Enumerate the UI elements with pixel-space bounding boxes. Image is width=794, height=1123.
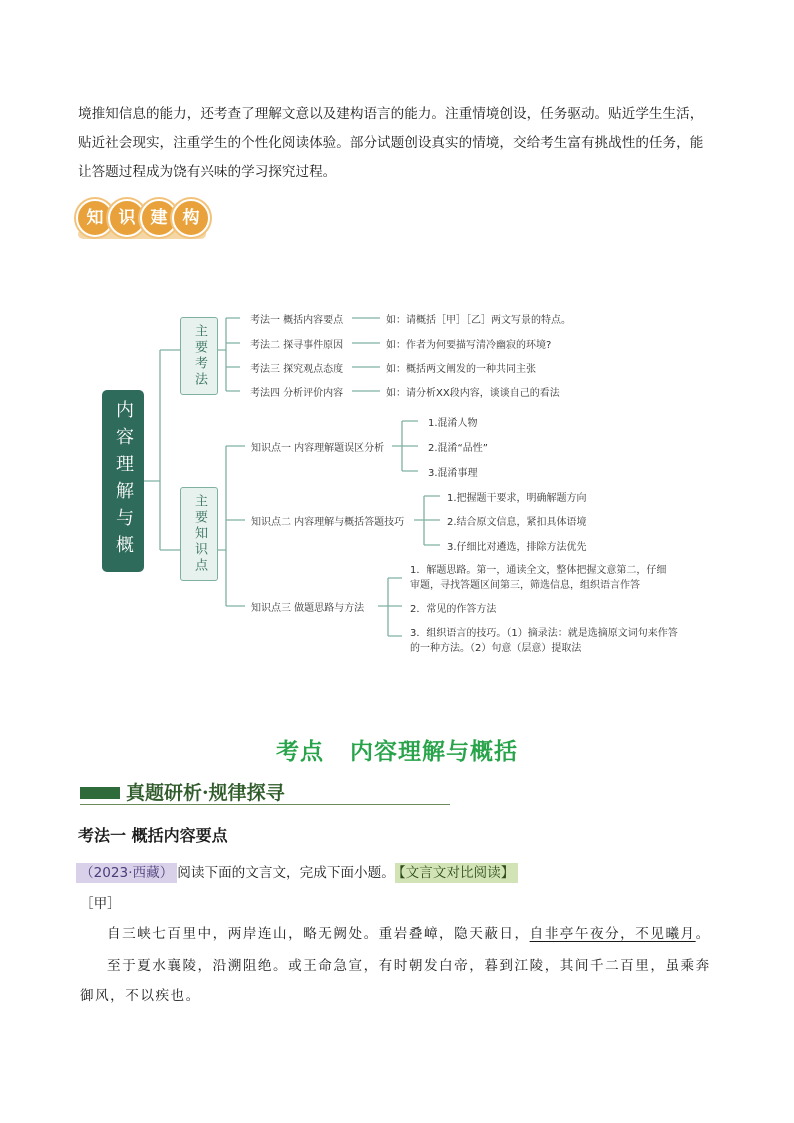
- badge-char: 识: [108, 199, 146, 237]
- section-bar-text: 真题研析·规律探寻: [126, 782, 285, 804]
- passage-paragraph-2: [80, 951, 720, 1011]
- intro-line: 贴近社会现实，注重学生的个性化阅读体验。部分试题创设真实的情境，交给考生富有挑战性的任务，能: [78, 135, 704, 151]
- point-label: 知识点三 做题思路与方法: [251, 603, 365, 614]
- method-label: 考法四 分析评价内容: [250, 388, 344, 399]
- intro-line: 让答题过程成为饶有兴味的学习探究过程。: [78, 164, 337, 180]
- method-example: 如：概括两文阐发的一种共同主张: [386, 364, 536, 375]
- passage-paragraph-1: [80, 919, 720, 949]
- point-label: 知识点二 内容理解与概括答题技巧: [251, 517, 405, 528]
- year-tag: （2023·西藏）: [76, 863, 177, 883]
- underlined-sentence: 自非亭午夜分，不见曦月: [529, 926, 696, 942]
- point-item: 2.结合原文信息，紧扣具体语境: [447, 517, 587, 528]
- method-heading: 考法一 概括内容要点: [78, 826, 228, 845]
- question-text: 阅读下面的文言文，完成下面小题。: [177, 865, 395, 881]
- point-item: 3.混淆事理: [428, 468, 478, 479]
- point-item: 3.仔细比对遴选，排除方法优先: [447, 542, 587, 553]
- intro-paragraph: [78, 100, 726, 187]
- section-title: [0, 733, 794, 766]
- section-bar-rule: [80, 804, 450, 805]
- branch-main-methods: 主要考法: [180, 317, 218, 395]
- question-line: [76, 861, 518, 881]
- point-item: 3．组织语言的技巧。（1）摘录法：就是选摘原文词句来作答的一种方法。（2）句意（层意）提取法: [410, 628, 678, 654]
- point-label: 知识点一 内容理解题误区分析: [251, 443, 385, 454]
- point-item: 1.把握题干要求，明确解题方向: [447, 493, 587, 504]
- passage-text: 。: [695, 926, 711, 942]
- mind-map: [0, 300, 794, 660]
- mind-map-root: 内容理解与概括: [102, 390, 144, 572]
- method-label: 考法三 探究观点态度: [250, 364, 344, 375]
- method-label: 考法二 探寻事件原因: [250, 340, 344, 351]
- point-item: 1.混淆人物: [428, 418, 478, 429]
- passage-text: 自三峡七百里中，两岸连山，略无阙处。重岩叠嶂，隐天蔽日，: [107, 926, 530, 942]
- section-title-topic: 内容理解与概括: [350, 739, 518, 765]
- section-bar: [80, 778, 450, 806]
- method-example: 如：作者为何要描写清冷幽寂的环境?: [386, 340, 552, 351]
- knowledge-build-badge: [76, 199, 208, 239]
- badge-char: 构: [172, 199, 210, 237]
- intro-line: 境推知信息的能力，还考查了理解文意以及建构语言的能力。注重情境创设，任务驱动。贴近学生生活，: [78, 106, 704, 122]
- method-example: 如：请分析XX段内容，谈谈自己的看法: [386, 388, 560, 399]
- section-bar-block: [80, 787, 120, 799]
- method-label: 考法一 概括内容要点: [250, 315, 344, 326]
- badge-char: 建: [140, 199, 178, 237]
- passage-text: 至于夏水襄陵，沿溯阻绝。或王命急宣，有时朝发白帝，暮到江陵，其间千二百里，虽乘奔御风，不以疾也。: [80, 958, 711, 1004]
- method-example: 如：请概括［甲］［乙］两文写景的特点。: [386, 315, 571, 326]
- point-item: 2．常见的作答方法: [410, 604, 497, 615]
- type-tag: 【文言文对比阅读】: [395, 863, 519, 883]
- point-item: 2.混淆“品性”: [428, 443, 488, 454]
- passage-label: ［甲］: [80, 896, 121, 912]
- section-title-label: 考点: [276, 739, 324, 765]
- badge-char: 知: [76, 199, 114, 237]
- branch-main-knowledge-points: 主要知识点: [180, 487, 218, 581]
- point-item: 1．解题思路。第一，通读全文，整体把握文意第二，仔细审题，寻找答题区间第三，筛选信息，组织语言作答: [410, 565, 667, 591]
